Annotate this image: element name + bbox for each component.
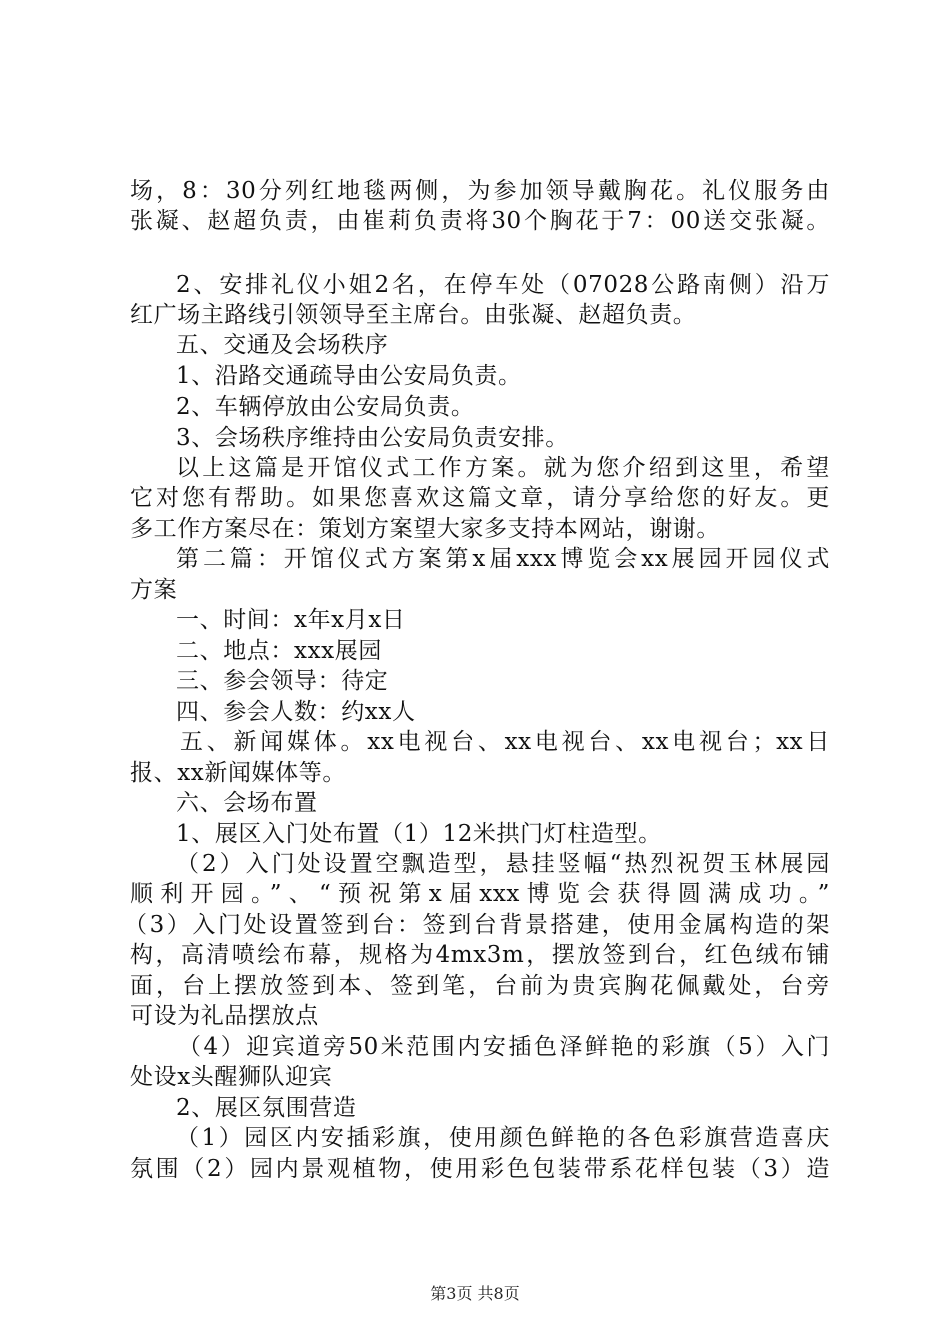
text-line: 五、新闻媒体。xx电视台、xx电视台、xx电视台；xx日 bbox=[180, 729, 830, 755]
text-line: 2、车辆停放由公安局负责。 bbox=[176, 394, 475, 420]
text-line: 可设为礼品摆放点 bbox=[130, 1003, 319, 1029]
text-line: 顺利开园。”、“预祝第x届xxx博览会获得圆满成功。” bbox=[130, 881, 830, 907]
text-line: 它对您有帮助。如果您喜欢这篇文章，请分享给您的好友。更 bbox=[130, 485, 830, 511]
text-line: 1、沿路交通疏导由公安局负责。 bbox=[176, 363, 522, 389]
text-line: 一、时间：x年x月x日 bbox=[176, 607, 406, 633]
text-line: 多工作方案尽在：策划方案望大家多支持本网站，谢谢。 bbox=[130, 516, 720, 542]
text-line: 二、地点：xxx展园 bbox=[176, 638, 382, 664]
section-heading: 六、会场布置 bbox=[176, 790, 318, 816]
text-line: 面，台上摆放签到本、签到笔，台前为贵宾胸花佩戴处，台旁 bbox=[130, 973, 830, 999]
text-line: 四、参会人数：约xx人 bbox=[176, 699, 416, 725]
text-line: （3）入门处设置签到台：签到台背景搭建，使用金属构造的架 bbox=[124, 912, 830, 938]
text-line: 氛围（2）园内景观植物，使用彩色包装带系花样包装（3）造 bbox=[130, 1156, 830, 1182]
text-line: 构，高清喷绘布幕，规格为4mx3m，摆放签到台，红色绒布铺 bbox=[130, 942, 830, 968]
text-line: 张凝、赵超负责，由崔莉负责将30个胸花于7：00送交张凝。 bbox=[130, 208, 830, 234]
text-line: （2）入门处设置空飘造型，悬挂竖幅“热烈祝贺玉林展园 bbox=[176, 851, 830, 877]
section-title: 第二篇：开馆仪式方案第x届xxx博览会xx展园开园仪式 bbox=[176, 546, 830, 572]
text-line: （4）迎宾道旁50米范围内安插色泽鲜艳的彩旗（5）入门 bbox=[178, 1034, 830, 1060]
text-line: 处设x头醒狮队迎宾 bbox=[130, 1064, 333, 1090]
text-line: 报、xx新闻媒体等。 bbox=[130, 760, 346, 786]
text-line: 2、安排礼仪小姐2名，在停车处（07028公路南侧）沿万 bbox=[176, 272, 830, 298]
text-line: 场，8：30分列红地毯两侧，为参加领导戴胸花。礼仪服务由 bbox=[130, 178, 830, 204]
text-line: 三、参会领导：待定 bbox=[176, 668, 389, 694]
section-heading: 五、交通及会场秩序 bbox=[176, 332, 389, 358]
text-line: （1）园区内安插彩旗，使用颜色鲜艳的各色彩旗营造喜庆 bbox=[176, 1125, 830, 1151]
section-title: 方案 bbox=[130, 577, 178, 603]
text-line: 红广场主路线引领领导至主席台。由张凝、赵超负责。 bbox=[130, 302, 697, 328]
text-line: 3、会场秩序维持由公安局负责安排。 bbox=[176, 425, 569, 451]
page-number-footer: 第3页 共8页 bbox=[430, 1284, 520, 1303]
section-heading: 2、展区氛围营造 bbox=[176, 1095, 357, 1121]
text-line: 1、展区入门处布置（1）12米拱门灯柱造型。 bbox=[176, 821, 662, 847]
text-line: 以上这篇是开馆仪式工作方案。就为您介绍到这里，希望 bbox=[176, 455, 830, 481]
